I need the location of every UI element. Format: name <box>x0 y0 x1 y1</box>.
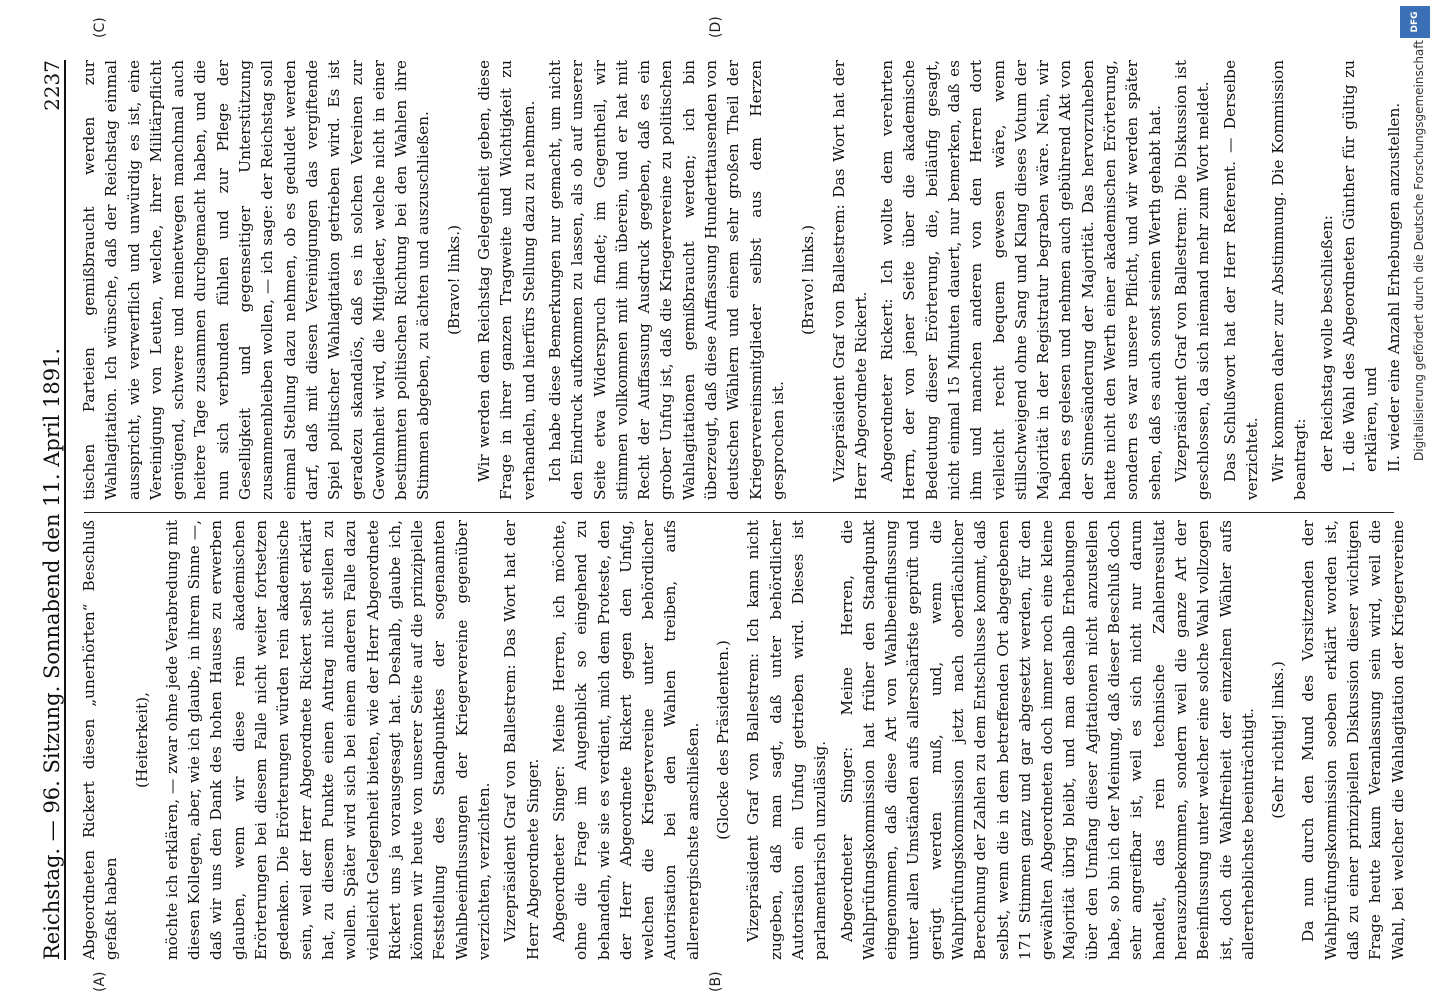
column-divider <box>84 512 1394 513</box>
margin-letter-a: (A) <box>92 971 108 992</box>
paragraph: Ich habe diese Bemerkungen nur gemacht, um nicht den Eindruck aufkommen zu lassen, als ob auf unserer Seite etwa Widerspruch findet; im Gegentheil, wir stimmen vollkommen mit ihm überein, und er hat mit Recht der Auffassung Ausdruck gegeben, daß es ein grober Unfug ist, daß die Kriegervereine zu politischen Wahlagitationen gemißbraucht werden; ich bin überzeugt, daß diese Auffassung Hunderttausenden von deutschen Wählern und einem sehr großen Theil der Kriegervereinsmitglieder selbst aus dem Herzen gesprochen ist. <box>545 60 787 500</box>
speaker-paragraph: Vizepräsident Graf von Ballestrem: Das Wort hat der Herr Abgeordnete Rickert. <box>829 60 870 500</box>
paragraph: tischen Parteien gemißbraucht werden zur Wahlagitation. Ich wünsche, daß der Reichstag einmal ausspricht, wie verwerflich und unwürdig es ist, eine Vereinigung von Leuten, welche, ihrer Militärpflicht genügend, schwere und meinetwegen manchmal auch heitere Tage zusammen durchgemacht haben, und die nun sich verbunden fühlen und zur Pflege der Geselligkeit und gegenseitiger Unterstützung zusammenbleiben wollen, — ich sage: der Reichstag soll einmal Stellung dazu nehmen, ob es geduldet werden darf, daß mit diesen Vereinigungen das vergiftende Spiel politischer Wahlagitation getrieben wird. Es ist geradezu skandalös, daß es in solchen Vereinen zur Gewohnheit wird, die Mitglieder, welche nicht in einer bestimmten politischen Richtung bei den Wahlen ihre Stimmen abgeben, zu ächten und auszuschließen. <box>80 60 433 500</box>
margin-letter-c: (C) <box>92 17 108 38</box>
speaker-paragraph: Abgeordneter Singer: Meine Herren, die Wahlprüfungskommission hat früher den Standpunkt eingenommen, daß diese Art von Wahlbeeinflussung unter allen Umständen aufs allerschärfste geprüft und gerügt werden muß, und, wenn die Wahlprüfungskommission jetzt nach oberflächlicher Berechnung der Zahlen zu dem Entschlusse kommt, daß selbst, wenn die in dem betreffenden Ort abgegebenen 171 Stimmen ganz und gar abgesetzt werden, für den gewählten Abgeordneten doch immer noch eine kleine Majorität übrig bleibt, und man deshalb Erhebungen über den Umfang dieser Agitationen nicht anzustellen habe, so bin ich der Meinung, daß dieser Beschluß doch sehr angreifbar ist, weil es sich nicht nur darum handelt, das rein technische Zahlenresultat herauszubekommen, sondern weil die ganze Art der Beeinflussung unter welcher eine solche Wahl vollzogen ist, doch die Wahlfreiheit der einzelnen Wähler aufs allererheblichste beeinträchtigt. <box>837 520 1257 960</box>
interjection: (Sehr richtig! links.) <box>1269 661 1288 819</box>
interjection: (Glocke des Präsidenten.) <box>714 640 733 840</box>
paragraph: Wir kommen daher zur Abstimmung. Die Kommission beantragt: <box>1269 60 1310 500</box>
list-item: I. die Wahl des Abgeordneten Günther für gültig zu erklären, und <box>1340 60 1381 472</box>
dfg-logo: DFG <box>1400 6 1430 38</box>
speaker-paragraph: Abgeordneter Rickert: Ich wollte dem verehrten Herrn, der von jener Seite über die akademische Bedeutung dieser Erörterung, die, beiläufig gesagt, nicht einmal 15 Minuten dauert, nur bemerken, daß es ihm und manchen anderen von den Herren dort vielleicht recht bequem gewesen wäre, wenn stillschweigend ohne Sang und Klang dieses Votum der Majorität in der Registratur begraben wäre. Nein, wir haben es gelesen und nehmen auch gebührend Akt von der Sinnesänderung der Majorität. Das hervorzuheben hatte nicht den Werth einer akademischen Erörterung, sondern es war unsere Pflicht, und wir werden später sehen, daß es auch sonst seinen Werth gehabt hat. <box>878 60 1164 500</box>
list-item: der Reichstag wolle beschließen: <box>1317 215 1336 472</box>
paragraph: Wir werden dem Reichstag Gelegenheit geben, diese Frage in ihrer ganzen Tragweite und Wichtigkeit zu verhandeln, und hierfürs Stellung dazu zu nehmen. <box>475 60 538 500</box>
interjection: (Bravo! links.) <box>444 224 463 336</box>
speaker-paragraph: Abgeordneter Singer: Meine Herren, ich möchte, ohne die Frage im Augenblick so eingehend zu behandeln, wie sie es verdient, mich dem Proteste, den der Herr Abgeordnete Rickert gegen den Unfug, welchen die Kriegervereine unter behördlicher Autorisation bei den Wahlen treiben, aufs allerenergischste anschließen. <box>549 520 702 960</box>
motion-list <box>1316 60 1405 472</box>
list-item: II. wieder eine Anzahl Erhebungen anzustellen. <box>1384 102 1403 472</box>
running-head-title: Reichstag. — 96. Sitzung. Sonnabend den 11. April 1891. <box>40 347 64 960</box>
speaker-paragraph: Vizepräsident Graf von Ballestrem: Ich kann nicht zugeben, daß man sagt, daß unter behördlicher Autorisation ein Unfug getrieben wird. Dieses ist parlamentarisch unzulässig. <box>744 520 830 960</box>
interjection: (Bravo! links.) <box>799 224 818 336</box>
paragraph: Da nun durch den Mund des Vorsitzenden der Wahlprüfungskommission soeben erklärt worden ist, daß zu einer prinzipiellen Diskussion dieser wichtigen Frage heute kaum Veranlassung sein wird, weil die Wahl, bei welcher die Wahlagitation der Kriegervereine <box>1299 520 1407 960</box>
interjection: (Heiterkeit), <box>132 692 151 788</box>
running-head <box>20 60 66 960</box>
digitization-note: Digitalisierung gefördert durch die Deutsche Forschungsgemeinschaft <box>1412 40 1426 462</box>
margin-letter-b: (B) <box>708 971 724 992</box>
paragraph: Das Schlußwort hat der Herr Referent. — Derselbe verzichtet. <box>1220 60 1261 500</box>
speaker-paragraph: Vizepräsident Graf von Ballestrem: Die Diskussion ist geschlossen, da sich niemand mehr zum Wort meldet. <box>1171 60 1213 500</box>
paragraph: Abgeordneten Rickert diesen „unerhörten“ Beschluß gefaßt haben <box>80 520 121 960</box>
speaker-paragraph: Vizepräsident Graf von Ballestrem: Das Wort hat der Herr Abgeordnete Singer. <box>501 520 542 960</box>
paragraph: möchte ich erklären, — zwar ohne jede Verabredung mit diesen Kollegen, aber, wie ich glaube, in ihrem Sinne —, daß wir uns den Dank des hohen Hauses zu erwerben glauben, wenn wir diese rein akademischen Erörterungen bei diesem Falle nicht weiter fortsetzen gedenken. Die Erörterungen würden rein akademische sein, weil der Herr Abgeordnete Rickert selbst erklärt hat, zu diesem Punkte einen Antrag nicht stellen zu wollen. Später wird sich bei einem anderen Falle dazu vielleicht Gelegenheit bieten, wie der Herr Abgeordnete Rickert uns ja vorausgesagt hat. Deshalb, glaube ich, können wir heute von unserer Seite auf die prinzipielle Feststellung des Standpunktes der sogenannten Wahlbeeinflussungen der Kriegervereine gegenüber verzichten, verzichten. <box>162 520 494 960</box>
margin-letter-d: (D) <box>708 16 724 38</box>
left-column <box>78 520 1408 960</box>
right-column <box>78 60 1408 500</box>
page-number: 2237 <box>40 60 64 111</box>
